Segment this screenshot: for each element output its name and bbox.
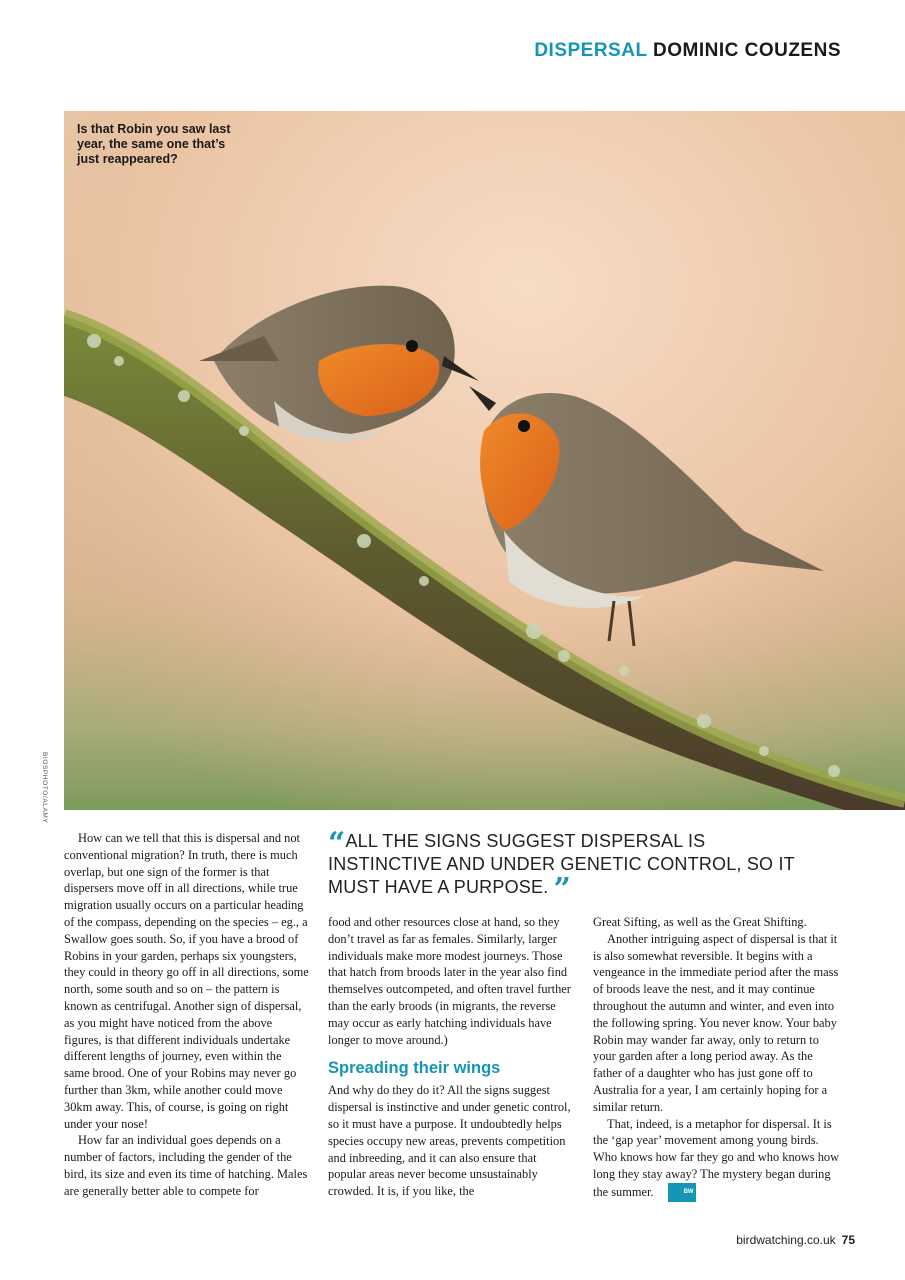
section-label: DISPERSAL	[534, 40, 648, 61]
website-link[interactable]: birdwatching.co.uk	[736, 1233, 836, 1247]
robins-photo	[64, 111, 905, 810]
pull-quote	[328, 826, 798, 907]
robins-illustration	[64, 111, 905, 810]
body-paragraph	[593, 1116, 843, 1202]
page-footer	[736, 1233, 855, 1247]
page-number: 75	[841, 1233, 855, 1247]
end-mark-badge: BW	[668, 1183, 696, 1202]
closing-text: That, indeed, is a metaphor for dispersal. It is the ‘gap year’ movement among young birds. Who knows how far they go and who knows how long they stay away? The mystery began during the summer.	[593, 1116, 840, 1199]
running-head	[534, 40, 841, 62]
article-column-3	[593, 914, 843, 1202]
body-paragraph: How far an individual goes depends on a number of factors, including the gender of the bird, its size and even its time of hatching. Males are generally better able to compete for	[64, 1133, 308, 1198]
body-paragraph: And why do they do it? All the signs suggest dispersal is instinctive and under genetic control, so it must have a purpose. It undoubtedly helps species occupy new areas, prevents competition and inbreeding, and it can also ensure that popular areas never become unsustainably crowded. It is, if you like, the	[328, 1083, 571, 1199]
close-quote-mark: ”	[553, 872, 572, 907]
photo-credit: BIOSPHOTO/ALAMY	[41, 752, 48, 824]
pull-quote-text: ALL THE SIGNS SUGGEST DISPERSAL IS INSTINCTIVE AND UNDER GENETIC CONTROL, SO IT MUST HAVE A PURPOSE.	[328, 831, 795, 897]
body-paragraph: How can we tell that this is dispersal and not conventional migration? In truth, there is much overlap, but one sign of the former is that dispersers move off in all directions, while true migration usually occurs on a particular heading of the compass, depending on the species – eg., a Swallow goes south. So, if you have a brood of Robins in your garden, perhaps six youngsters, they could in theory go off in all directions, some north, some south and so on – the pattern is known as centrifugal. Another sign of dispersal, as you might have noticed from the above figures, is that different individuals undertake different lengths of journey, even within the same brood. One of your Robins may never go further than 3km, while another could move 30km away. This, of course, is going on right under your nose!	[64, 831, 309, 1131]
subheading: Spreading their wings	[328, 1059, 501, 1078]
photo-caption: Is that Robin you saw last year, the same one that’s just reappeared?	[77, 122, 231, 166]
article-column-1	[64, 830, 310, 1200]
body-paragraph: Another intriguing aspect of dispersal is that it is also somewhat reversible. It begins with a vengeance in the immediate period after the mass of broods leave the nest, and it may continue throughout the autumn and winter, and even into the following spring. You never know. Your baby Robin may wander far away, only to return to your garden after a long period away. As the father of a daughter who has just gone off to Australia for a year, I am certainly hoping for a similar return.	[593, 931, 839, 1114]
open-quote-mark: “	[328, 826, 346, 861]
body-paragraph: food and other resources close at hand, so they don’t travel as far as females. Similarly, larger individuals make more modest journeys. Those that hatch from broods later in the year also find themselves outcompeted, and often travel further than the early broods (in migrants, the reverse may occur as early hatching individuals have longer to move around.)	[328, 915, 571, 1047]
body-paragraph: Great Sifting, as well as the Great Shifting.	[593, 915, 807, 929]
article-column-2	[328, 914, 576, 1200]
author-name: DOMINIC COUZENS	[653, 40, 841, 61]
